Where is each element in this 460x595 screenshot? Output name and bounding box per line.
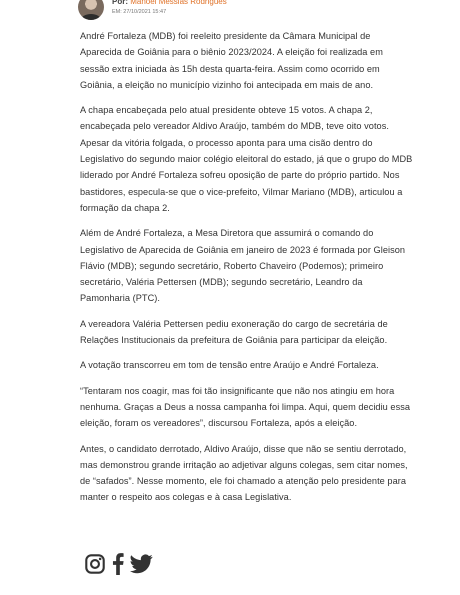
twitter-icon[interactable] [130, 554, 153, 574]
author-prefix: Por: [112, 0, 128, 6]
article-paragraph: A chapa encabeçada pelo atual presidente obteve 15 votos. A chapa 2, encabeçada pelo vereador Aldivo Araújo, também do MDB, teve oito votos. Apesar da vitória folgada, o processo aponta para uma cisão dentro do Legislativo do segundo maior colégio eleitoral do estado, já que o grupo do MDB liderado por André Fortaleza sofreu oposição de parte do próprio partido. Nos bastidores, especula-se que o vice-prefeito, Vilmar Mariano (MDB), articulou a formação da chapa 2. [80, 105, 413, 213]
article-paragraph: “Tentaram nos coagir, mas foi tão insignificante que não nos atingiu em hora nenhuma. Graças a Deus a nossa campanha foi limpa. Aqui, quem decidiu essa eleição, foram os vereadores”, discursou Fortaleza, após a eleição. [80, 385, 411, 429]
article-paragraph: André Fortaleza (MDB) foi reeleito presidente da Câmara Municipal de Aparecida de Goiânia para o biênio 2023/2024. A eleição foi realizada em sessão extra iniciada às 15h desta quarta-feira. Assim como ocorrido em Goiânia, a eleição no município vizinho foi antecipada em mais de ano. [80, 31, 383, 90]
article-byline [78, 0, 378, 24]
article-paragraph: Além de André Fortaleza, a Mesa Diretora que assumirá o comando do Legislativo de Aparecida de Goiânia em janeiro de 2023 é formada por Gleison Flávio (MDB); segundo secretário, Roberto Chaveiro (Podemos); primeiro secretário, Valéria Pettersen (MDB); segundo secretário, Leandro da Pamonharia (PTC). [80, 228, 406, 304]
article-paragraph: A votação transcorreu em tom de tensão entre Araújo e André Fortaleza. [80, 360, 379, 371]
article-paragraph: A vereadora Valéria Pettersen pediu exoneração do cargo de secretária de Relações Institucionais da prefeitura de Goiânia para participar da eleição. [80, 318, 388, 346]
article-body [80, 28, 414, 515]
social-share-bar [84, 551, 153, 577]
author-name-link[interactable]: Manoel Messias Rodrigues [130, 0, 227, 6]
article-paragraph: Antes, o candidato derrotado, Aldivo Araújo, disse que não se sentiu derrotado, mas demonstrou grande irritação ao adjetivar alguns colegas, sem citar nomes, de “safados”. Nesse momento, ele foi chamado a atenção pelo presidente para manter o respeito aos colegas e à casa Legislativa. [80, 443, 408, 503]
author-line [112, 0, 227, 6]
publish-date: EM: 27/10/2021 15:47 [112, 9, 167, 15]
facebook-icon[interactable] [111, 553, 125, 575]
instagram-icon[interactable] [84, 553, 106, 575]
author-avatar[interactable] [78, 0, 104, 20]
